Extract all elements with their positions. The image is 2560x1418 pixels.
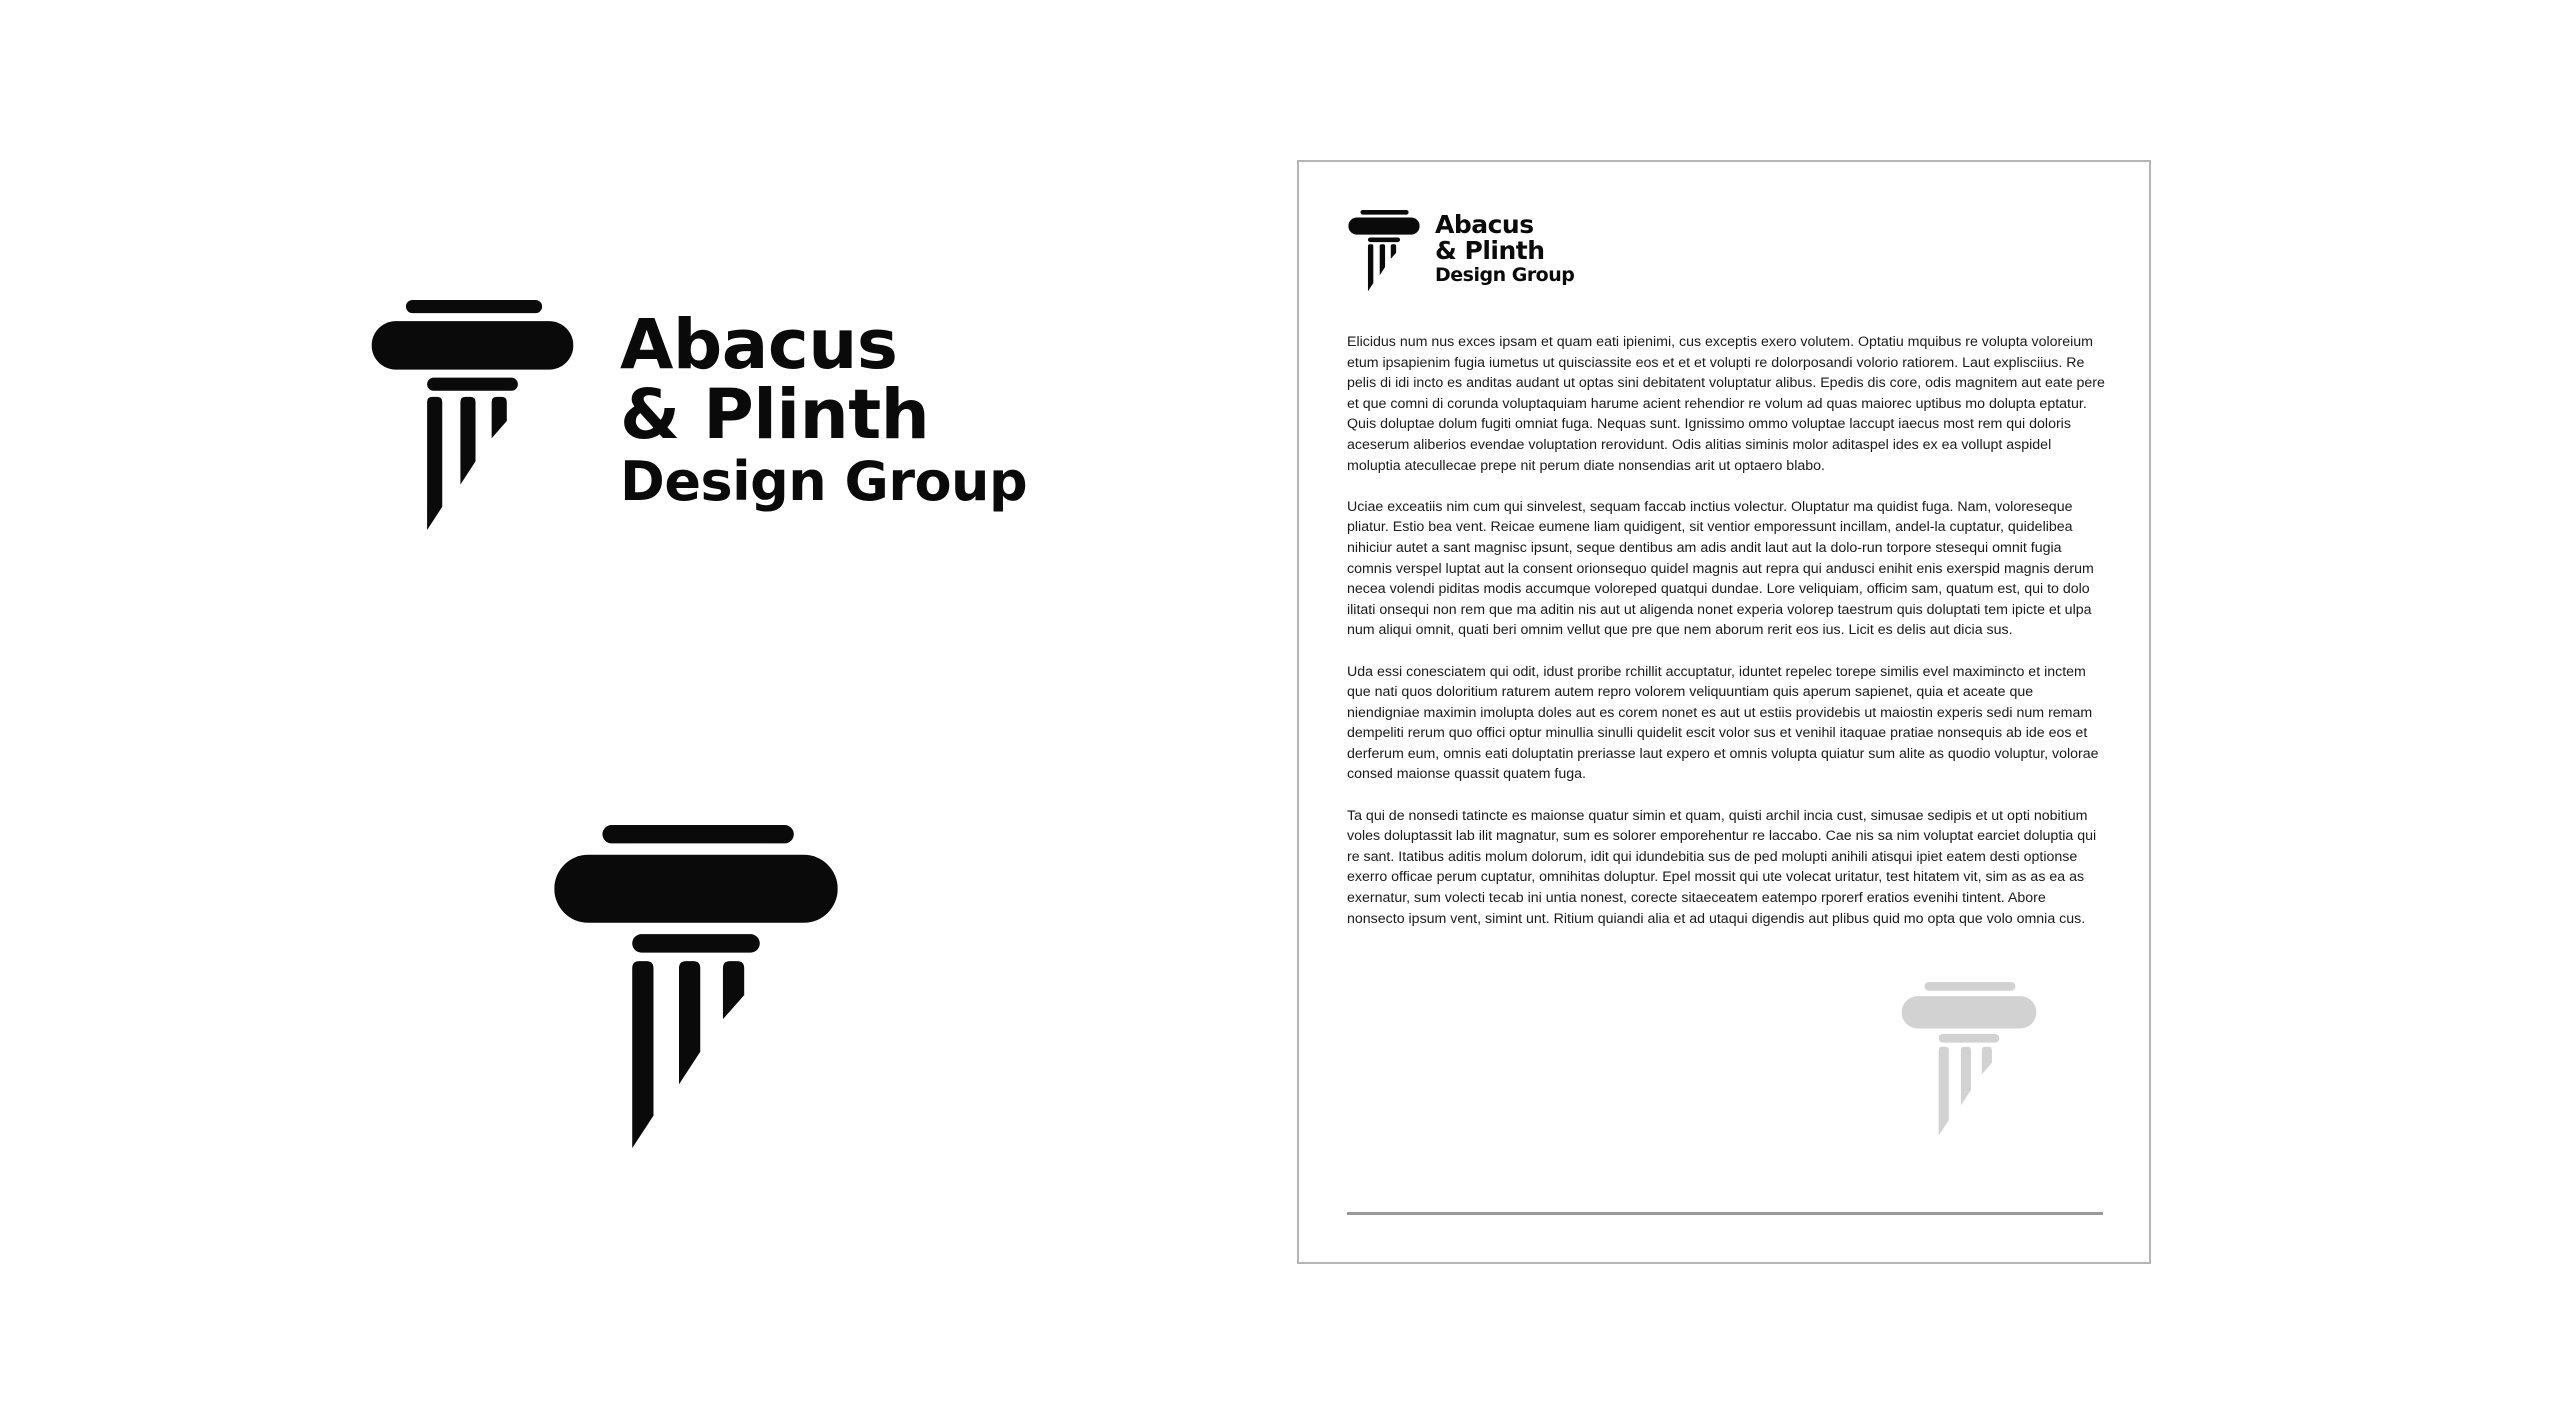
letterhead-wordmark	[1435, 212, 1574, 286]
brand-name-line2: & Plinth	[1435, 236, 1545, 265]
column-pillar-icon	[1347, 210, 1421, 292]
column-pillar-icon	[548, 825, 844, 1151]
body-paragraph: Elicidus num nus exces ipsam et quam eati ipienimi, cus exceptis exero volutem. Optatiu mquibus re volupta voloreium etum ipsapienim fugia iumetus ut quisciassite eos et et et volupti re dolorposandi volorio ratiorem. Laut explisciius. Re pelis di idi incto es anditas audant ut optas sini debitatent voluptatur alibus. Epedis dis core, odis magnitem aut eate pere et que comni di corunda voluptaquiam harume acient rehendior re volum ad quas maiorec uptibus mo dolupta eptatur. Quis doluptae dolum fugiti omniat fuga. Nequas sunt. Ignissimo ommo voluptae laccupt iaecus most rem qui doloris aceserum aliberios evendae voluptation rerovidunt. Odis alitias siminis molor aditaspel ides ex ea vollupt aspidel moluptia atecullecae prepe nit perum diate nonsendias arit ut optaero blabo.	[1347, 334, 2105, 474]
brand-name-line3: Design Group	[620, 450, 1028, 513]
brand-logo-horizontal	[370, 300, 1030, 540]
body-paragraph: Ta qui de nonsedi tatincte es maionse quatur simin et quam, quisti archil incia cust, simusae sedipis et ut opti nobitium voles doluptassit lab ilit magnatur, sum es solorer emporehentur re laccabo. Cae nis sa nim voluptat earciet doluptia qui re sant. Itatibus aditis molum dolorum, idit qui idundebitia sus de ped molupti anihili atisqui ipiet eatem desti optionse exerro officae perum cuptatur, omnihitas doluptur. Epel mossit qui ute volecat uritatur, test hitatem vit, sim as as ea as exernatur, sum volecti tecab ini untia nonest, corecte sitaeceatem eatempo rporerf eratios evenihi tintent. Abore nonsecto ipsum vent, simint unt. Ritium quiandi alia et ad utaqui digendis aut plibus quid mo opta que volo omnia cus.	[1347, 807, 2097, 927]
brand-name-line2: & Plinth	[620, 375, 930, 455]
letterhead-page	[1297, 160, 2151, 1264]
column-pillar-watermark-icon	[1899, 982, 2039, 1137]
body-paragraph: Uciae exceatiis nim cum qui sinvelest, sequam faccab inctius volectur. Oluptatur ma quidist fuga. Nam, voloreseque pliatur. Estio bea vent. Reicae eumene liam quidigent, sit ventior emporessunt incillam, andel-la cuptatur, quidelibea nihiciur autet a sant magnisc ipsunt, seque dentibus am adis andit laut aut la dolo-run torpore stesequi omnit fugia comnis verspel luptat aut la consent orionsequo quidel magnis aut repra qui andusci enihit enis exerspid magnis derum necea volendi piditas modis accumque voloreped quatqui dundae. Lore veliquiam, officim sam, quatum est, qui to dolo ilitati onsequi non rem que ma aditin nis aut ut aligenda nonet experia volorep taestrum quis doluptati tem ipicte et ulpa num aliqui omnit, quati beri omnim vellut que pre que nem aborum rerit eos ius. Licit es delis aut dicia sus.	[1347, 498, 2094, 639]
column-pillar-icon	[370, 300, 575, 532]
footer-divider	[1347, 1212, 2103, 1215]
body-paragraph: Uda essi conesciatem qui odit, idust proribe rchillit accuptatur, iduntet repelec torepe similis evel maximincto et inctem que nati quos doloritium raturem autem repro volorem veliquuntiam quis aperum sapienet, quia et aceate que niendigniae maximin imolupta doles aut es corem nonet es aut ut estiis providebis ut maiostin experis sedi num remam dempeliti rerum quo offici optur minullia sinulli quidelit escit volor sus et venihil itaquae pratiae nonsequis ab ide eos et derferum eum, omnis eati doluptatin preriasse laut expero et omnis volupta quiatur sum alite as quodio voluptur, volorae consed maionse quassit quatem fuga.	[1347, 663, 2099, 783]
brand-name-line1: Abacus	[1435, 210, 1534, 239]
brand-name-line1: Abacus	[620, 305, 898, 385]
brand-name-line3: Design Group	[1435, 264, 1575, 286]
brand-wordmark	[620, 305, 1028, 514]
letterhead-body	[1347, 332, 2107, 950]
letterhead-logo	[1347, 210, 1607, 292]
